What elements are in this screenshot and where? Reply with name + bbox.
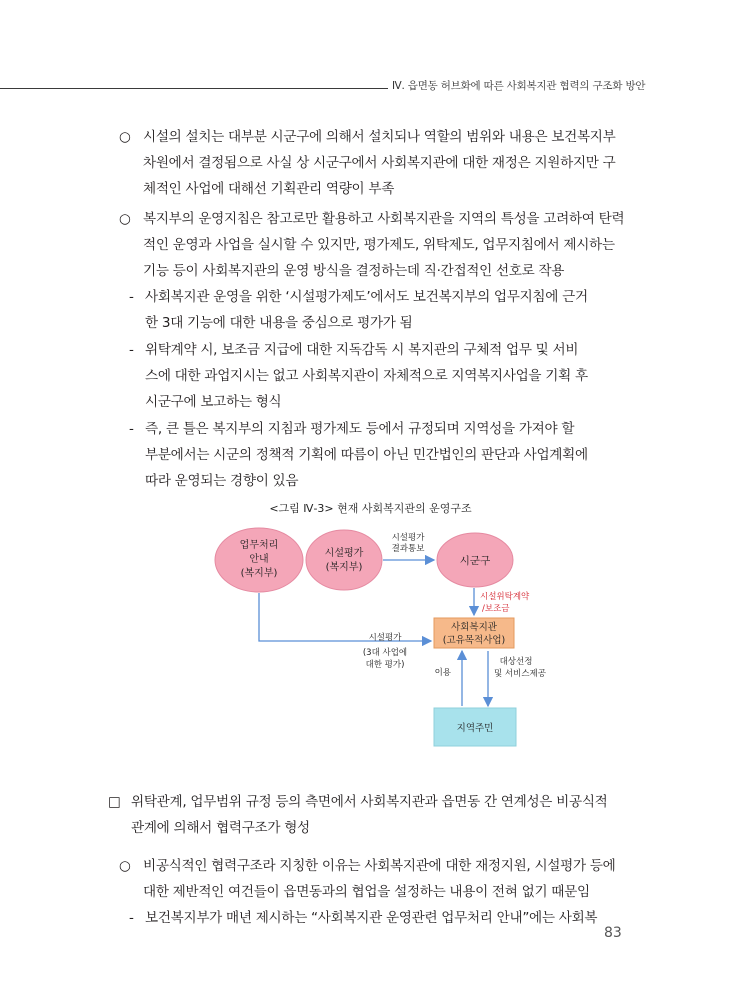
text-line: 적인 운영과 사업을 실시할 수 있지만, 평가제도, 위탁제도, 업무지침에서 제시하는: [143, 237, 615, 253]
dash-bullet: -: [129, 910, 134, 926]
text-line: 체적인 사업에 대해선 기획관리 역량이 부족: [143, 181, 395, 197]
circle-bullet: ○: [119, 129, 131, 145]
text-line: 차원에서 결정됨으로 사실 상 시군구에서 사회복지관에 대한 재정은 지원하지만 구: [143, 155, 616, 171]
text-line: 보건복지부가 매년 제시하는 “사회복지관 운영관련 업무처리 안내”에는 사회복: [145, 910, 598, 926]
edge-label-red: 시설위탁계약: [480, 592, 530, 602]
guide-to-center-arrow: [259, 593, 431, 641]
text-line: 위탁계약 시, 보조금 지급에 대한 지독감독 시 복지관의 구체적 업무 및 서비: [145, 342, 579, 358]
guide-node-label: (복지부): [240, 568, 278, 579]
circle-bullet: ○: [119, 858, 131, 874]
edge-label-red: /보조금: [482, 604, 510, 614]
text-line: 한 3대 기능에 대한 내용을 중심으로 평가가 됨: [145, 315, 413, 331]
text-line: 따라 운영되는 경향이 있음: [145, 473, 299, 489]
guide-node-label: 업무처리: [239, 540, 279, 551]
dash-bullet: -: [129, 421, 134, 437]
sigungu-node-label: 시군구: [459, 555, 491, 567]
guide-node-label: 안내: [249, 554, 269, 565]
center-node-label: (고유목적사업): [442, 635, 506, 646]
edge-label: 이용: [434, 668, 451, 678]
running-header: Ⅳ. 읍면동 허브화에 따른 사회복지관 협력의 구조화 방안: [392, 80, 646, 92]
edge-label: 및 서비스제공: [494, 669, 546, 679]
dash-bullet: -: [129, 342, 134, 358]
text-line: 시군구에 보고하는 형식: [145, 394, 282, 410]
circle-bullet: ○: [119, 211, 131, 227]
text-line: 시설의 설치는 대부분 시군구에 의해서 설치되나 역할의 범위와 내용은 보건복지부: [143, 129, 616, 145]
eval-node-label: (복지부): [325, 562, 363, 573]
edge-label: 시설평가: [391, 533, 425, 543]
edge-label: 결과통보: [391, 544, 425, 554]
edge-label: (3대 사업에: [362, 648, 408, 658]
page-number: 83: [604, 925, 622, 941]
figure-caption: <그림 Ⅳ-3> 현재 사회복지관의 운영구조: [269, 502, 472, 515]
text-line: 관계에 의해서 협력구조가 형성: [131, 820, 310, 836]
eval-node-label: 시설평가: [324, 548, 364, 559]
text-line: 비공식적인 협력구조라 지칭한 이유는 사회복지관에 대한 재정지원, 시설평가 등에: [143, 858, 616, 874]
text-line: 사회복지관 운영을 위한 ‘시설평가제도’에서도 보건복지부의 업무지침에 근거: [145, 289, 588, 305]
eval-node: [306, 530, 382, 590]
text-line: 복지부의 운영지침은 참고로만 활용하고 사회복지관을 지역의 특성을 고려하여 탄력: [143, 211, 625, 227]
text-line: 기능 등이 사회복지관의 운영 방식을 결정하는데 직·간접적인 선호로 작용: [143, 263, 565, 279]
text-line: 스에 대한 과업지시는 없고 사회복지관이 자체적으로 지역복지사업을 기획 후: [145, 368, 588, 384]
edge-label: 대상선정: [499, 657, 533, 667]
text-line: 위탁관계, 업무범위 규정 등의 측면에서 사회복지관과 읍면동 간 연계성은 비공식적: [131, 794, 608, 810]
residents-node-label: 지역주민: [456, 723, 494, 734]
square-bullet: □: [108, 794, 121, 810]
text-line: 즉, 큰 틀은 복지부의 지침과 평가제도 등에서 규정되며 지역성을 가져야 할: [145, 421, 575, 437]
text-line: 부분에서는 시군의 정책적 기획에 따름이 아닌 민간법인의 판단과 사업계획에: [145, 447, 588, 463]
center-node-label: 사회복지관: [451, 622, 497, 633]
dash-bullet: -: [129, 289, 134, 305]
edge-label: 대한 평가): [365, 660, 405, 670]
edge-label: 시설평가: [368, 633, 402, 643]
text-line: 대한 제반적인 여건들이 읍면동과의 협업을 설정하는 내용이 전혀 없기 때문임: [143, 884, 590, 900]
